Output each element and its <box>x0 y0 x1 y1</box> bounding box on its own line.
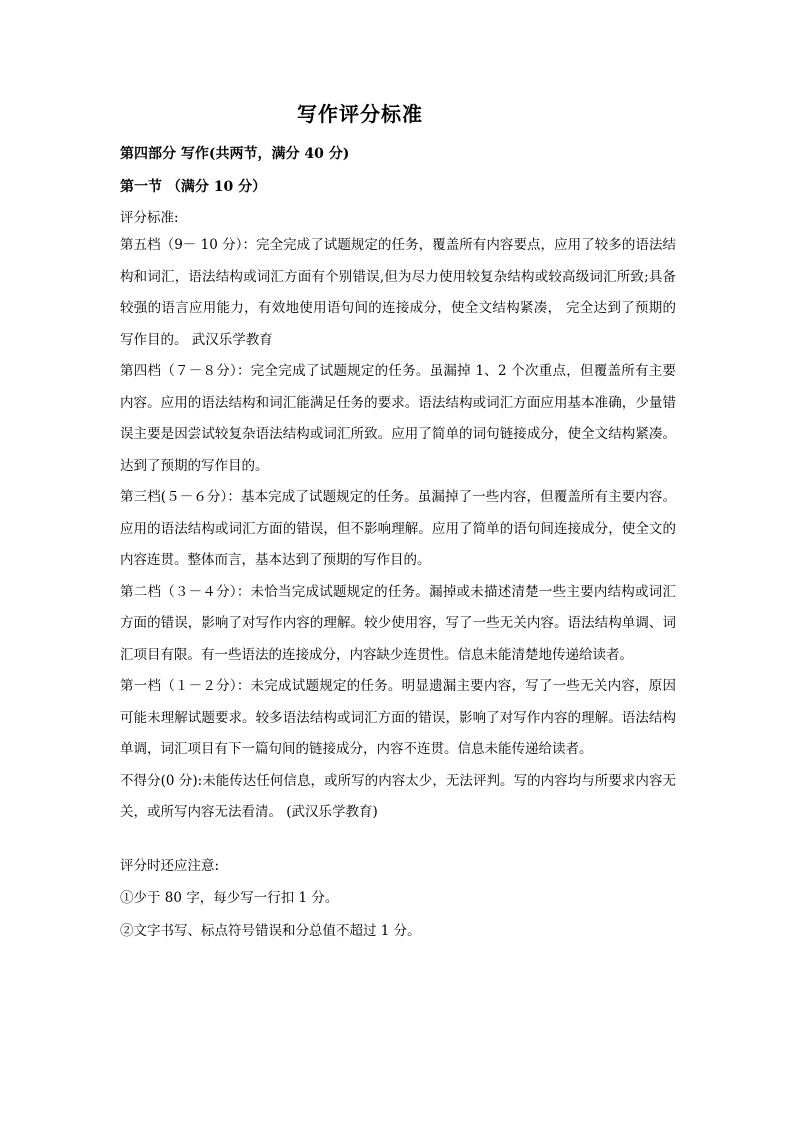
notes-label: 评分时还应注意: <box>120 858 220 874</box>
level-0-paragraph: 不得分(0 分):未能传达任何信息，或所写的内容太少，无法评判。写的内容均与所要求内容无关，或所写内容无法看清。 (武汉乐学教育) <box>120 772 676 820</box>
criteria-label: 评分标准: <box>120 210 179 226</box>
part-heading: 第四部分 写作(共两节，满分 40 分) <box>120 146 350 162</box>
level-3-paragraph: 第三档(５－６分）：基本完成了试题规定的任务。虽漏掉了一些内容，但覆盖所有主要内容。应用的语法结构或词汇方面的错误，但不影响理解。应用了简单的语句间连接成分，使全文的内容连贯。整体而言，基本达到了预期的写作目的。 <box>120 489 676 568</box>
criteria-body <box>120 230 676 829</box>
level-4-paragraph: 第四档（７－８分）：完全完成了试题规定的任务。虽漏掉 1、2 个次重点，但覆盖所有主要内容。应用的语法结构和词汇能满足任务的要求。语法结构或词汇方面应用基本准确，少量错误主要是因尝试较复杂语法结构或词汇所致。应用了简单的词句链接成分，使全文结构紧凑。达到了预期的写作目的。 <box>120 363 676 474</box>
level-5-paragraph: 第五档（9－ 10 分）：完全完成了试题规定的任务，覆盖所有内容要点，应用了较多的语法结构和词汇，语法结构或词汇方面有个别错误,但为尽力使用较复杂结构或较高级词汇所致;具备较强的语言应用能力，有效地使用语句间的连接成分，使全文结构紧凑， 完全达到了预期的写作目的。 武汉乐学教育 <box>120 237 676 348</box>
level-1-paragraph: 第一档（１－２分）：未完成试题规定的任务。明显遗漏主要内容，写了一些无关内容，原因可能未理解试题要求。较多语法结构或词汇方面的错误，影响了对写作内容的理解。语法结构单调，词汇项目有下一篇句间的链接成分，内容不连贯。信息未能传递给读者。 <box>120 678 676 757</box>
note-item: ②文字书写、标点符号错误和分总值不超过 1 分。 <box>120 923 421 939</box>
page-title: 写作评分标准 <box>297 102 423 126</box>
section-heading: 第一节 （满分 10 分） <box>120 179 267 195</box>
level-2-paragraph: 第二档（３－４分）：未恰当完成试题规定的任务。漏掉或未描述清楚一些主要内结构或词汇方面的错误，影响了对写作内容的理解。较少使用容，写了一些无关内容。语法结构单调、词汇项目有限。有一些语法的连接成分，内容缺少连贯性。信息未能清楚地传递给读者。 <box>120 583 676 663</box>
note-item: ①少于 80 字，每少写一行扣 1 分。 <box>120 890 339 906</box>
